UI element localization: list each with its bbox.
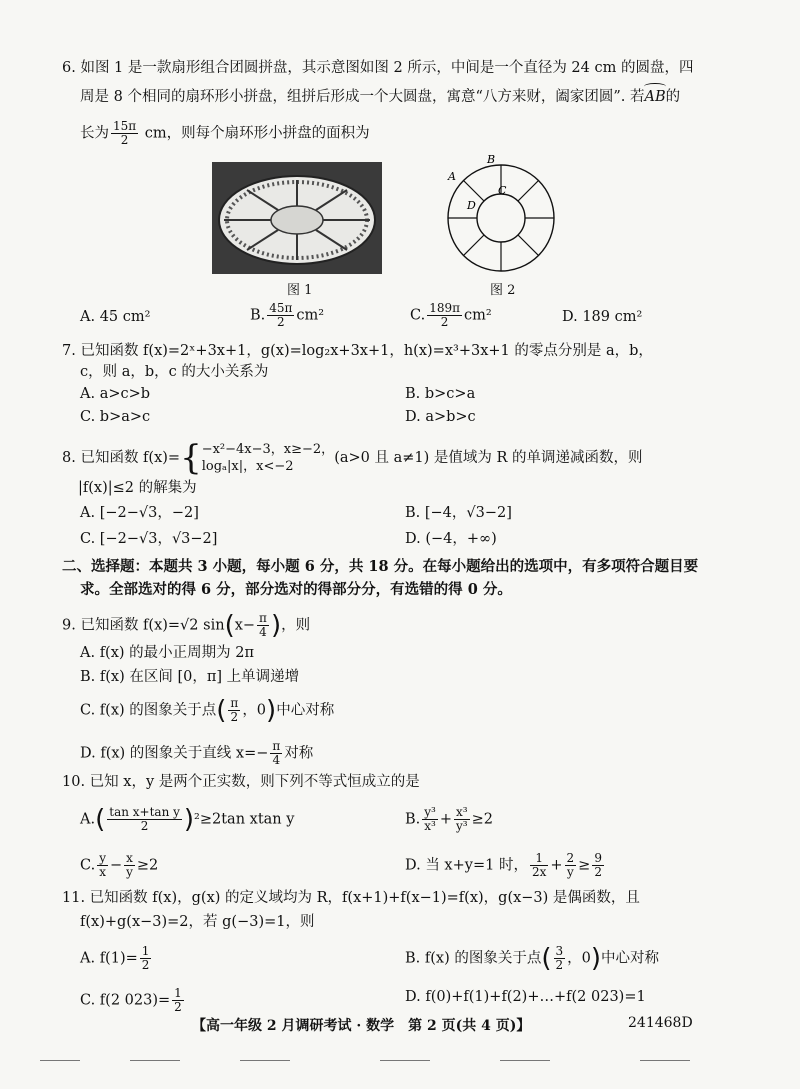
label-a: A	[448, 170, 456, 183]
q6-option-a: A. 45 cm²	[80, 309, 151, 325]
q9-stem: 9. 已知函数 f(x)=√2 sin(x− $\frac{\pi}{4}$ )，则	[62, 610, 311, 641]
q10-option-a: A.( $\frac{\text{tan x+tan y}}{2}$ )²≥2tan xtan y	[80, 804, 295, 835]
figure1-photo	[212, 162, 382, 274]
section2-line2: 求。全部选对的得 6 分，部分选对的得部分分，有选错的得 0 分。	[80, 581, 512, 598]
label-d: D	[467, 199, 476, 212]
q11-option-b: B. f(x) 的图象关于点( $\frac{3}{2}$ ，0)中心对称	[405, 943, 660, 974]
q7-option-a: A. a>c>b	[80, 386, 151, 402]
figure2-caption: 图 2	[490, 283, 516, 298]
q8-piecewise: −x²−4x−3，x≥−2， logₐ|x|，x<−2	[201, 442, 335, 474]
q9-option-a: A. f(x) 的最小正周期为 2π	[80, 645, 255, 661]
arc-ab: AB	[644, 89, 666, 105]
figure2-diagram	[436, 152, 566, 282]
q7-option-d: D. a>b>c	[405, 409, 476, 425]
q8-option-b: B. [−4，√3−2]	[405, 505, 512, 521]
inner-circle	[477, 194, 525, 242]
page-footer-label: 【高一年级 2 月调研考试 · 数学 第 2 页(共 4 页)】	[192, 1018, 531, 1034]
q11-option-a: A. f(1)= $\frac{1}{2}$	[80, 944, 150, 972]
q9-option-c: C. f(x) 的图象关于点( $\frac{\pi}{2}$ ，0)中心对称	[80, 695, 335, 726]
q6-arc-length-fraction: $\frac{15\pi}{2}$	[113, 119, 137, 147]
q6-option-d: D. 189 cm²	[562, 309, 643, 325]
q8-option-c: C. [−2−√3，√3−2]	[80, 531, 218, 547]
q7-option-c: C. b>a>c	[80, 409, 151, 425]
q9-option-b: B. f(x) 在区间 [0，π] 上单调递增	[80, 669, 300, 685]
q7-line1: 7. 已知函数 f(x)=2ˣ+3x+1，g(x)=log₂x+3x+1，h(x)=x³+3x+1 的零点分别是 a，b，	[62, 343, 653, 359]
q7-option-b: B. b>c>a	[405, 386, 476, 402]
q10-stem: 10. 已知 x，y 是两个正实数，则下列不等式恒成立的是	[62, 774, 420, 790]
divider	[130, 1060, 180, 1061]
page-footer-code: 241468D	[628, 1015, 693, 1031]
q11-option-d: D. f(0)+f(1)+f(2)+…+f(2 023)=1	[405, 989, 646, 1005]
q8-line2: |f(x)|≤2 的解集为	[78, 480, 197, 496]
divider	[640, 1060, 690, 1061]
q6-line1: 6. 如图 1 是一款扇形组合团圆拼盘，其示意图如图 2 所示，中间是一个直径为 24 cm 的圆盘，四	[62, 60, 694, 76]
figure1-caption: 图 1	[287, 283, 313, 298]
q10-option-d: D. 当 x+y=1 时， $\frac{1}{2x}$ + $\frac{2}{y}$ ≥ $\frac{9}{2}$	[405, 851, 602, 879]
q11-option-c: C. f(2 023)= $\frac{1}{2}$	[80, 986, 182, 1014]
q10-option-c: C. $\frac{y}{x}$ − $\frac{x}{y}$ ≥2	[80, 851, 159, 879]
q11-line1: 11. 已知函数 f(x)，g(x) 的定义域均为 R，f(x+1)+f(x−1)=f(x)，g(x−3) 是偶函数，且	[62, 890, 640, 906]
section2-line1: 二、选择题：本题共 3 小题，每小题 6 分，共 18 分。在每小题给出的选项中，有多项符合题目要	[62, 558, 699, 575]
platter-image	[212, 162, 382, 274]
q9-option-d: D. f(x) 的图象关于直线 x=− $\frac{\pi}{4}$ 对称	[80, 739, 314, 767]
label-b: B	[487, 153, 496, 166]
divider	[240, 1060, 290, 1061]
divider	[500, 1060, 550, 1061]
q6-option-b: B. $\frac{45\pi}{2}$ cm²	[250, 301, 325, 329]
q6-line3: 长为 $\frac{15\pi}{2}$ cm，则每个扇环形小拼盘的面积为	[80, 119, 370, 147]
q6-option-c: C. $\frac{189\pi}{2}$ cm²	[410, 301, 492, 329]
divider	[40, 1060, 80, 1061]
q11-line2: f(x)+g(x−3)=2，若 g(−3)=1，则	[80, 914, 315, 930]
label-c: C	[498, 184, 507, 197]
q8-line1: 8. 已知函数 f(x)={ −x²−4x−3，x≥−2， logₐ|x|，x<−2 (a>0 且 a≠1) 是值域为 R 的单调递减函数，则	[62, 438, 643, 478]
q8-option-d: D. (−4，+∞)	[405, 531, 497, 547]
q10-option-b: B. $\frac{\text{y³}}{\text{x³}}$ + $\frac{\text{x³}}{\text{y³}}$ ≥2	[405, 805, 493, 833]
divider	[380, 1060, 430, 1061]
q8-option-a: A. [−2−√3，−2]	[80, 505, 199, 521]
q6-line2: 周是 8 个相同的扇环形小拼盘，组拼后形成一个大圆盘，寓意“八方来财，阖家团圆”. 若AB的	[80, 89, 681, 105]
q7-line2: c，则 a，b，c 的大小关系为	[80, 364, 269, 380]
